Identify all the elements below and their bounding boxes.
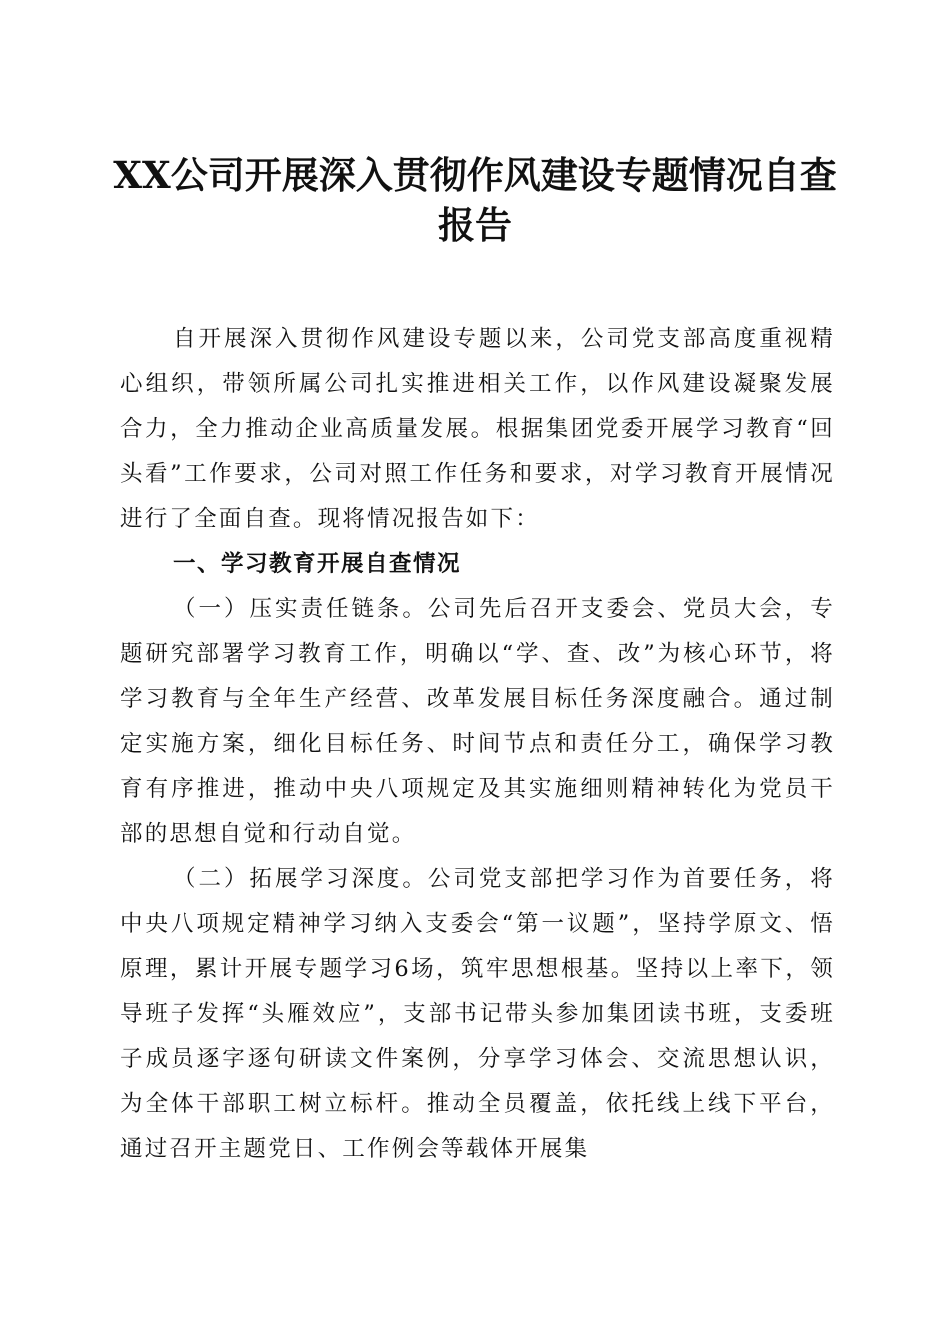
paragraph-item-2 [120,857,835,1172]
item-1-text: 公司先后召开支委会、党员大会，专题研究部署学习教育工作，明确以“学、查、改”为核心环节，将学习教育与全年生产经营、改革发展目标任务深度融合。通过制定实施方案，细化目标任务、时间节点和责任分工，确保学习教育有序推进，推动中央八项规定及其实施细则精神转化为党员干部的思想自觉和行动自觉。 [120,596,835,847]
document-title: XX公司开展深入贯彻作风建设专题情况自查报告 [113,153,837,247]
section-heading: 一、学习教育开展自查情况 [173,551,462,577]
intro-paragraph: 自开展深入贯彻作风建设专题以来，公司党支部高度重视精心组织，带领所属公司扎实推进相关工作，以作风建设凝聚发展合力，全力推动企业高质量发展。根据集团党委开展学习教育“回头看”工作要求，公司对照工作任务和要求，对学习教育开展情况进行了全面自查。现将情况报告如下： [120,326,835,532]
item-1-label: （一）压实责任链条。 [173,596,428,622]
item-2-text: 公司党支部把学习作为首要任务，将中央八项规定精神学习纳入支委会“第一议题”，坚持学原文、悟原理，累计开展专题学习6场，筑牢思想根基。坚持以上率下，领导班子发挥“头雁效应”，支部书记带头参加集团读书班，支委班子成员逐字逐句研读文件案例，分享学习体会、交流思想认识，为全体干部职工树立标杆。推动全员覆盖，依托线上线下平台，通过召开主题党日、工作例会等载体开展集 [120,866,835,1162]
item-2-label: （二）拓展学习深度。 [173,866,428,892]
paragraph-item-1 [120,587,835,857]
